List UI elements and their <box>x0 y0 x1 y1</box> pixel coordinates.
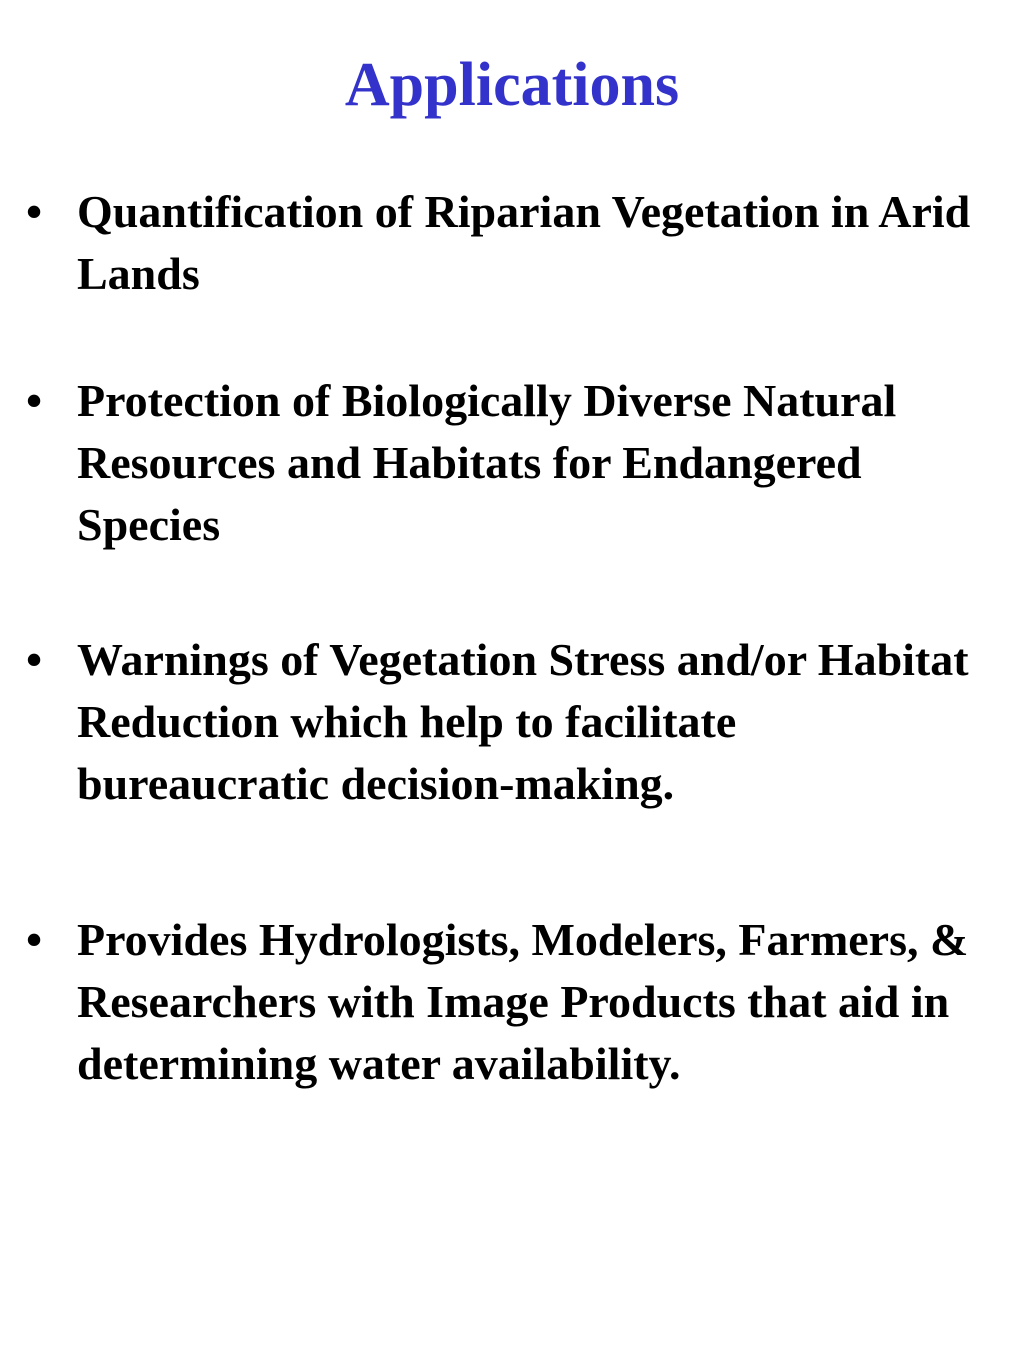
bullet-text: Provides Hydrologists, Modelers, Farmers, & Researchers with Image Products that aid in determining water availability. <box>77 914 969 1089</box>
bullet-point-icon: • <box>26 186 43 237</box>
bullet-point-icon: • <box>26 914 43 965</box>
bullet-text: Warnings of Vegetation Stress and/or Habitat Reduction which help to facilitate bureaucratic decision-making. <box>77 634 969 809</box>
bullet-text: Protection of Biologically Diverse Natural Resources and Habitats for Endangered Species <box>77 375 897 550</box>
bullet-point-icon: • <box>26 375 43 426</box>
bullet-point-icon: • <box>26 634 43 685</box>
bullet-text: Quantification of Riparian Vegetation in Arid Lands <box>77 186 971 299</box>
slide-title: Applications <box>344 51 680 119</box>
